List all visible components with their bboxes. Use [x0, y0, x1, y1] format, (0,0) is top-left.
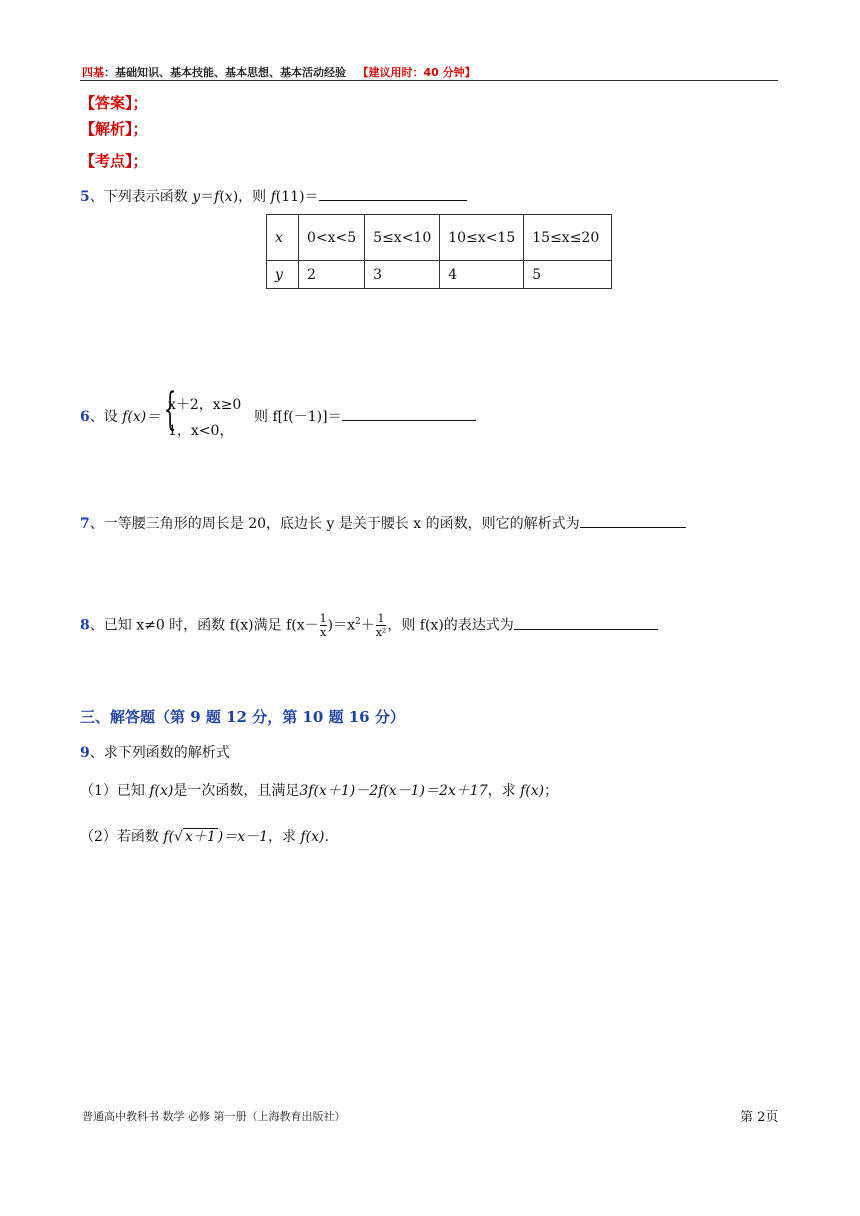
q6-after — [254, 406, 476, 426]
cell-text: y — [275, 266, 283, 283]
table-row — [267, 215, 612, 261]
question-5-number: 5 — [80, 189, 90, 205]
q9-part-2 — [80, 826, 329, 846]
cell-text: x — [275, 229, 283, 246]
table-cell: 5≤x<10 — [365, 215, 440, 261]
q9-text: 、求下列函数的解析式 — [89, 745, 230, 761]
table-cell: 4 — [440, 261, 524, 289]
q8-text-a: 、已知 x≠0 时，函数 f(x)满足 f(x－ — [89, 617, 319, 634]
q6-after-text: 则 f[f(－1)]＝ — [254, 409, 342, 425]
table-cell: 10≤x<15 — [440, 215, 524, 261]
q5-paren: ( — [219, 189, 225, 205]
q9-p1-c: 是一次函数，且满足 — [173, 783, 300, 799]
q5-var-x: x — [224, 189, 233, 205]
page-header — [82, 64, 476, 80]
q9-p1-end: ； — [544, 783, 559, 799]
table-cell — [267, 215, 299, 261]
answer-blank-6[interactable] — [342, 406, 476, 421]
q5-var-y: y — [192, 189, 201, 205]
table-cell: 5 — [524, 261, 612, 289]
q9-p1-e: ，求 — [487, 783, 521, 799]
q5-then: )，则 — [232, 189, 271, 205]
q6-fx: f(x)＝ — [122, 409, 161, 425]
answer-label: 【答案】； — [80, 94, 148, 112]
q5-text: 、下列表示函数 — [89, 189, 193, 205]
table-cell — [267, 261, 299, 289]
question-9 — [80, 742, 230, 762]
q9-p2-fx: f(x) — [300, 829, 325, 845]
q9-p1-a: （1）已知 — [80, 783, 150, 799]
q9-p2-radicand: x＋1 — [184, 829, 216, 845]
table-cell: 0<x<5 — [299, 215, 365, 261]
question-6 — [80, 406, 160, 426]
question-8 — [80, 612, 658, 639]
q8-fraction-1 — [320, 612, 327, 639]
question-6-number: 6 — [80, 409, 90, 425]
q8-text-d: ，则 f(x)的表达式为 — [387, 617, 514, 634]
header-rule — [80, 80, 778, 81]
question-9-number: 9 — [80, 745, 90, 761]
sqrt-sign: √ — [174, 829, 183, 845]
frac-den: x² — [375, 626, 387, 639]
footer-left: 普通高中教科书 数学 必修 第一册（上海教育出版社） — [82, 1110, 346, 1123]
table-cell: 2 — [299, 261, 365, 289]
header-main: ：基础知识、基本技能、基本思想、基本活动经验 — [104, 66, 346, 79]
question-5 — [80, 186, 467, 206]
header-time: 【建议用时：40 分钟】 — [357, 66, 476, 79]
q6-case-2: 1，x<0， — [168, 423, 234, 439]
q5-table — [266, 214, 612, 289]
q9-p2-a: （2）若函数 — [80, 829, 164, 845]
table-row — [267, 261, 612, 289]
answer-blank-5[interactable] — [319, 186, 467, 201]
q8-fraction-2 — [376, 612, 387, 639]
q6-case-1: x＋2，x≥0 — [168, 397, 242, 413]
q5-f11: (11)＝ — [275, 189, 319, 205]
table-cell: 3 — [365, 261, 440, 289]
section-3-title: 三、解答题（第 9 题 12 分，第 10 题 16 分） — [80, 708, 405, 726]
q9-p1-fx: f(x) — [149, 783, 174, 799]
frac-den: x — [320, 626, 327, 639]
question-8-number: 8 — [80, 617, 90, 634]
q5-f: f — [214, 189, 220, 205]
frac-num: 1 — [377, 612, 385, 625]
q6-brace: { — [163, 384, 177, 435]
q9-p2-d: )＝x－1 — [217, 829, 269, 845]
analysis-label: 【解析】； — [80, 120, 148, 138]
question-7 — [80, 513, 686, 533]
header-prefix: 四基 — [82, 66, 104, 79]
answer-blank-7[interactable] — [580, 513, 686, 528]
q9-p1-equation: 3f(x＋1)－2f(x－1)＝2x＋17 — [299, 783, 488, 799]
q9-p2-e: ，求 — [268, 829, 301, 845]
point-label: 【考点】； — [80, 152, 148, 170]
q8-plus: ＋ — [360, 617, 375, 634]
q9-p2-f: f( — [163, 829, 175, 845]
q8-text-b: )＝x — [327, 617, 355, 634]
q5-eq: ＝ — [200, 189, 215, 205]
question-7-number: 7 — [80, 516, 90, 532]
q9-p1-fx2: f(x) — [520, 783, 545, 799]
q8-sup: 2 — [354, 616, 361, 627]
q9-part-1 — [80, 780, 558, 800]
table-cell: 15≤x≤20 — [524, 215, 612, 261]
q7-text: 、一等腰三角形的周长是 20，底边长 y 是关于腰长 x 的函数，则它的解析式为 — [89, 516, 580, 532]
q5-f2: f — [270, 189, 276, 205]
page-number: 第 2页 — [740, 1110, 779, 1125]
frac-num: 1 — [319, 612, 327, 625]
answer-blank-8[interactable] — [514, 615, 658, 630]
q6-prefix: 、设 — [89, 409, 123, 425]
q9-p2-end: . — [324, 829, 329, 845]
